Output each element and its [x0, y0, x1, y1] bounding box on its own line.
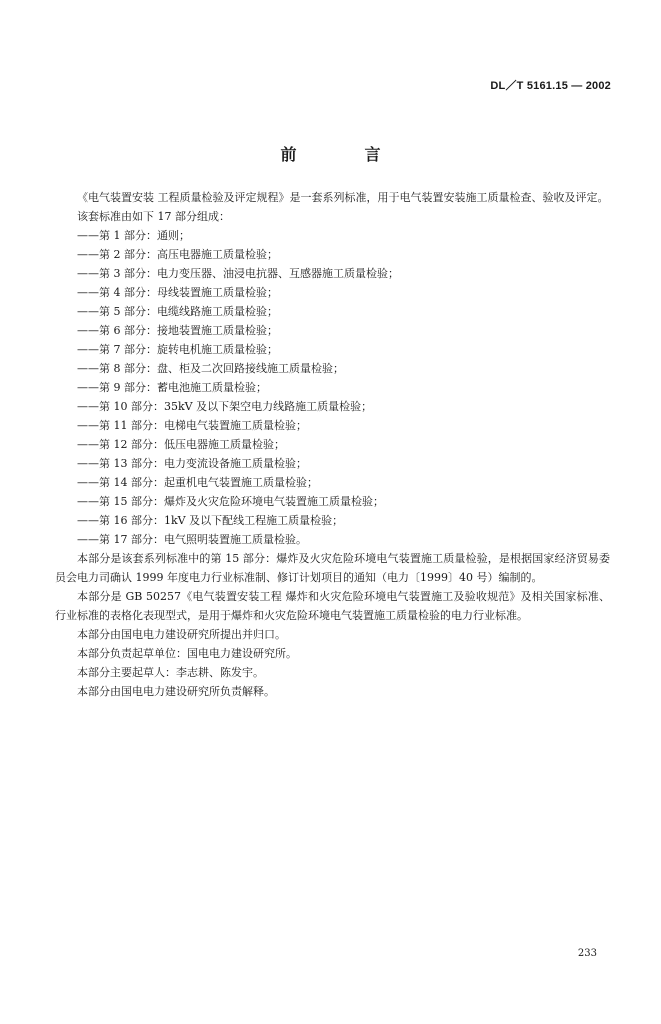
list-item: ——第 4 部分：母线装置施工质量检验； [77, 286, 278, 299]
document-body [55, 188, 610, 701]
list-item: ——第 3 部分：电力变压器、油浸电抗器、互感器施工质量检验； [77, 267, 399, 280]
page-title: 前 言 [280, 145, 407, 164]
list-item: ——第 17 部分：电气照明装置施工质量检验。 [77, 533, 307, 546]
drafters-paragraph: 本部分主要起草人：李志耕、陈发宇。 [77, 666, 264, 679]
list-item: ——第 7 部分：旋转电机施工质量检验； [77, 343, 278, 356]
list-item: ——第 2 部分：高压电器施工质量检验； [77, 248, 278, 261]
basis-paragraph: 本部分是 GB 50257《电气装置安装工程 爆炸和火灾危险环境电气装置施工及验收规范》及相关国家标准、行业标准的表格化表现型式，是用于爆炸和火灾危险环境电气装置施工质量检验的电力行业标准。 [55, 590, 610, 622]
list-item: ——第 5 部分：电缆线路施工质量检验； [77, 305, 278, 318]
interpretation-paragraph: 本部分由国电电力建设研究所负责解释。 [77, 685, 275, 698]
list-item: ——第 15 部分：爆炸及火灾危险环境电气装置施工质量检验； [77, 495, 384, 508]
list-item: ——第 16 部分：1kV 及以下配线工程施工质量检验； [77, 514, 344, 527]
list-item: ——第 10 部分：35kV 及以下架空电力线路施工质量检验； [77, 400, 373, 413]
list-item: ——第 6 部分：接地装置施工质量检验； [77, 324, 278, 337]
page-number: 233 [577, 948, 597, 959]
proposer-paragraph: 本部分由国电电力建设研究所提出并归口。 [77, 628, 286, 641]
standard-number: DL／T 5161.15 — 2002 [490, 80, 611, 92]
list-item: ——第 9 部分：蓄电池施工质量检验； [77, 381, 267, 394]
list-item: ——第 1 部分：通则； [77, 229, 190, 242]
drafting-unit-paragraph: 本部分负责起草单位：国电电力建设研究所。 [77, 647, 297, 660]
list-item: ——第 8 部分：盘、柜及二次回路接线施工质量检验； [77, 362, 344, 375]
composition-paragraph: 该套标准由如下 17 部分组成： [77, 210, 230, 223]
list-item: ——第 11 部分：电梯电气装置施工质量检验； [77, 419, 307, 432]
list-item: ——第 12 部分：低压电器施工质量检验； [77, 438, 285, 451]
list-item: ——第 13 部分：电力变流设备施工质量检验； [77, 457, 307, 470]
intro-paragraph: 《电气装置安装 工程质量检验及评定规程》是一套系列标准，用于电气装置安装施工质量检查、验收及评定。 [77, 191, 609, 204]
scope-paragraph: 本部分是该套系列标准中的第 15 部分：爆炸及火灾危险环境电气装置施工质量检验，是根据国家经济贸易委员会电力司确认 1999 年度电力行业标准制、修订计划项目的通知（电力〔1999〕40 号）编制的。 [55, 552, 610, 584]
list-item: ——第 14 部分：起重机电气装置施工质量检验； [77, 476, 318, 489]
